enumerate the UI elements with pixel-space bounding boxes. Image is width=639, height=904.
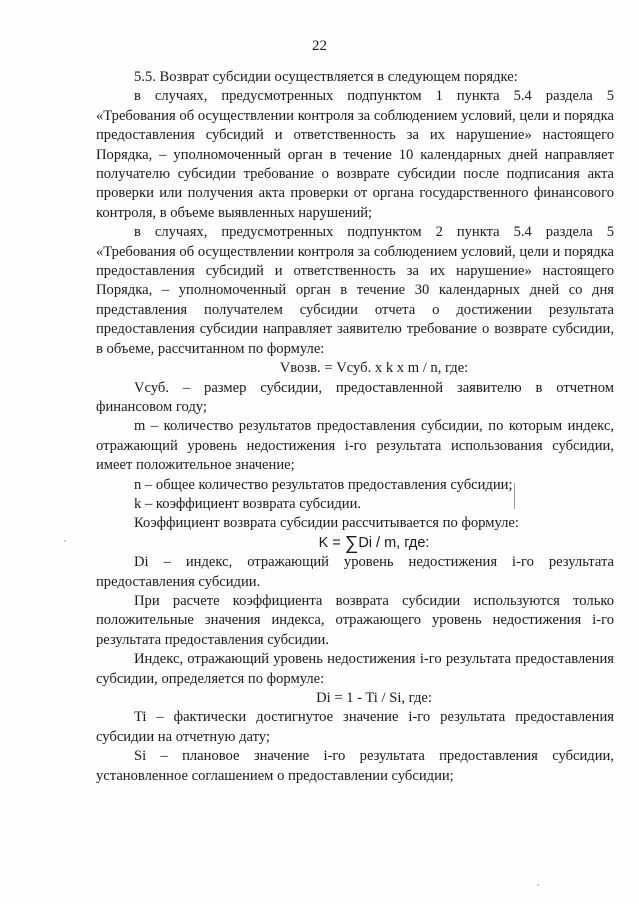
sum-symbol: ∑	[344, 532, 359, 554]
document-body	[96, 68, 614, 786]
paragraph-case-2: в случаях, предусмотренных подпунктом 2 пункта 5.4 раздела 5 «Требования об осуществлении контроля за соблюдением условий, цели и порядка предоставления субсидий и ответственность за их нарушение» настоящего Порядка, – уполномоченный орган в течение 30 календарных дней со дня представления получателем субсидии отчета о достижении результата предоставления субсидии направляет заявителю требование о возврате субсидии, в объеме, рассчитанном по формуле:	[96, 224, 614, 357]
formula-index: Di = 1 - Ti / Si, где:	[316, 690, 432, 706]
definition-si: Si – плановое значение i-го результата предоставления субсидии, установленное соглашением о предоставлении субсидии;	[96, 748, 614, 784]
definition-ti: Ti – фактически достигнутое значение i-го результата предоставления субсидии на отчетную дату;	[96, 709, 614, 745]
paragraph-k-formula-intro: Коэффициент возврата субсидии рассчитывается по формуле:	[134, 515, 519, 532]
scan-speck	[64, 540, 66, 542]
paragraph-return-order: 5.5. Возврат субсидии осуществляется в следующем порядке:	[134, 69, 518, 85]
formula-return-volume: Vвозв. = Vсуб. x k x m / n, где:	[279, 360, 469, 377]
definition-n: n – общее количество результатов предоставления субсидии;	[134, 476, 513, 493]
formula-coefficient	[96, 534, 614, 553]
formula-coefficient-left: K =	[318, 534, 345, 551]
definition-v-sub: Vсуб. – размер субсидии, предоставленной заявителю в отчетном финансовом году;	[96, 379, 614, 415]
text-cursor-mark	[514, 483, 515, 509]
paragraph-positive-values: При расчете коэффициента возврата субсидии используются только положительные значения индекса, отражающего уровень недостижения i-го результата предоставления субсидии.	[96, 592, 614, 648]
paragraph-di-formula-intro: Индекс, отражающий уровень недостижения i-го результата предоставления субсидии, определяется по формуле:	[96, 651, 614, 687]
definition-k: k – коэффициент возврата субсидии.	[134, 495, 362, 512]
definition-di: Di – индекс, отражающий уровень недостижения i-го результата предоставления субсидии.	[96, 554, 614, 590]
paragraph-case-1: в случаях, предусмотренных подпунктом 1 пункта 5.4 раздела 5 «Требования об осуществлении контроля за соблюдением условий, цели и порядка предоставления субсидий и ответственность за их нарушение» настоящего Порядка, – уполномоченный орган в течение 10 календарных дней направляет получателю субсидии требование о возврате субсидии после подписания акта проверки или получения акта проверки от органа государственного финансового контроля, в объеме выявленных нарушений;	[96, 88, 614, 221]
scan-speck	[537, 884, 539, 886]
formula-coefficient-right: Di / m, где:	[358, 534, 430, 551]
page-number: 22	[312, 38, 327, 54]
definition-m: m – количество результатов предоставления субсидии, по которым индекс, отражающий уровень недостижения i-го результата использования субсидии, имеет положительное значение;	[96, 418, 614, 474]
